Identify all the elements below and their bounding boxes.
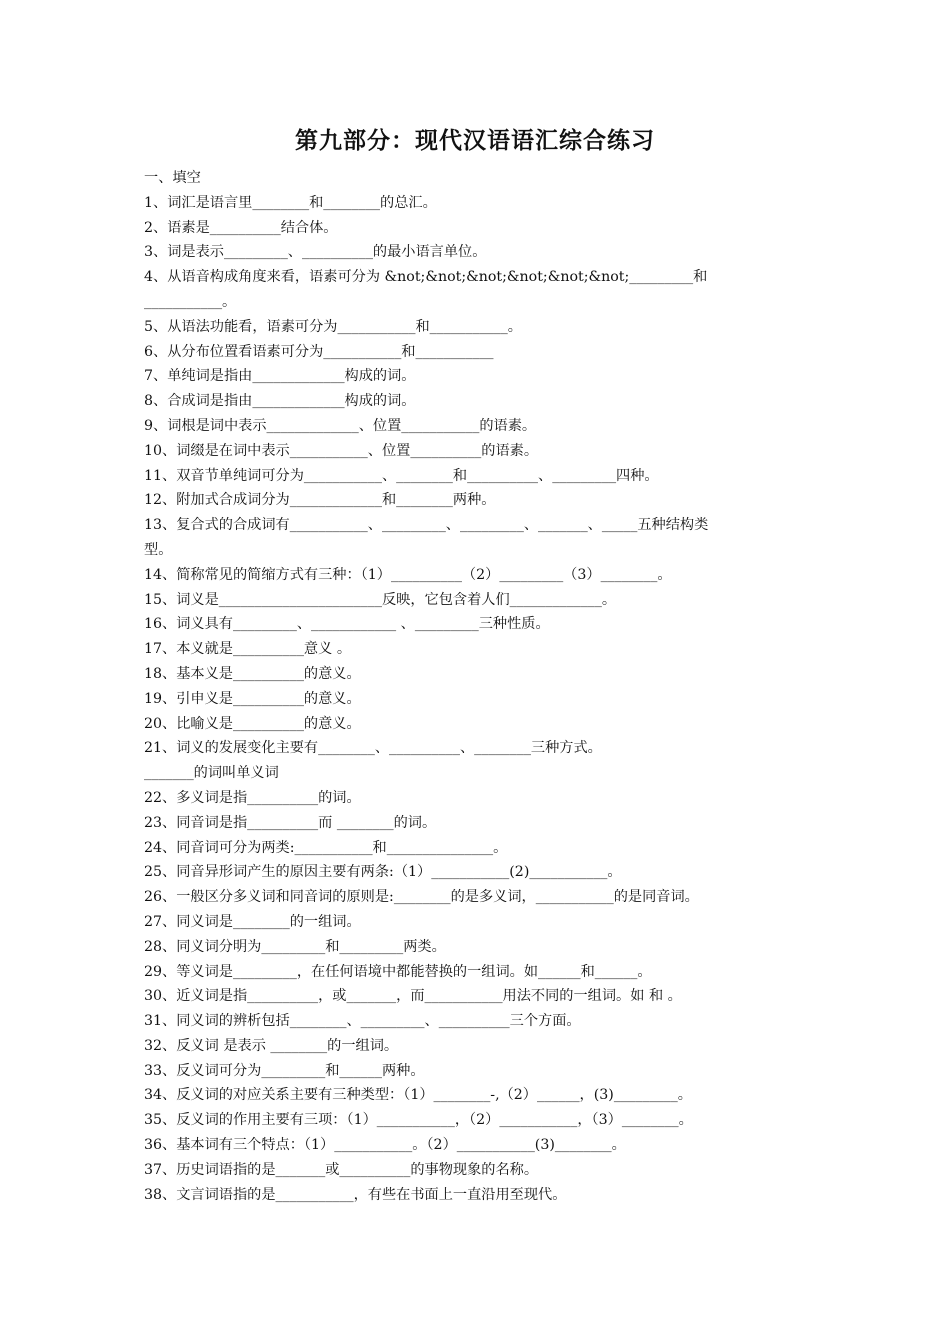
exercise-line: 13、复合式的合成词有___________、_________、_________、_______、_____五种结构类 (144, 517, 709, 534)
exercise-line: 18、基本义是__________的意义。 (144, 665, 361, 682)
exercise-body (144, 166, 816, 1207)
exercise-line: _______的词叫单义词 (144, 765, 279, 782)
exercise-line: 12、附加式合成词分为_____________和________两种。 (144, 492, 496, 509)
exercise-line: 17、本义就是__________意义 。 (144, 641, 352, 658)
exercise-line: ___________。 (144, 293, 237, 310)
exercise-line: 7、单纯词是指由_____________构成的词。 (144, 368, 416, 385)
exercise-line: 21、词义的发展变化主要有________、__________、________三种方式。 (144, 740, 602, 757)
exercise-line: 10、词缀是在词中表示___________、位置__________的语素。 (144, 442, 539, 459)
exercise-line: 30、近义词是指__________，或_______，而___________用法不同的一组词。如 和 。 (144, 988, 682, 1005)
exercise-line: 3、词是表示_________、__________的最小语言单位。 (144, 244, 487, 261)
page-title: 第九部分：现代汉语语汇综合练习 (295, 128, 655, 154)
exercise-line: 8、合成词是指由_____________构成的词。 (144, 393, 416, 410)
exercise-line: 16、词义具有_________、____________ 、_________三种性质。 (144, 616, 550, 633)
exercise-line: 37、历史词语指的是_______或__________的事物现象的名称。 (144, 1161, 539, 1178)
exercise-line: 26、一般区分多义词和同音词的原则是:________的是多义词，___________的是同音词。 (144, 889, 699, 906)
exercise-line: 11、双音节单纯词可分为___________、________和__________、_________四种。 (144, 467, 659, 484)
exercise-line: 33、反义词可分为_________和______两种。 (144, 1062, 425, 1079)
exercise-line: 27、同义词是________的一组词。 (144, 913, 361, 930)
exercise-line: 6、从分布位置看语素可分为___________和___________ (144, 343, 494, 360)
exercise-line: 9、词根是词中表示_____________、位置___________的语素。 (144, 417, 537, 434)
exercise-line: 31、同义词的辨析包括________、_________、__________三个方面。 (144, 1013, 581, 1030)
exercise-line: 5、从语法功能看，语素可分为___________和___________。 (144, 318, 522, 335)
exercise-line: 35、反义词的作用主要有三项：（1）___________，（2）___________，（3）________。 (144, 1112, 693, 1129)
exercise-line: 型。 (144, 541, 173, 558)
exercise-line: 36、基本词有三个特点：（1）___________。（2）___________(3)________。 (144, 1137, 626, 1154)
section-heading: 一、填空 (144, 170, 201, 186)
exercise-line: 19、引申义是__________的意义。 (144, 690, 361, 707)
exercise-line: 4、从语音构成角度来看，语素可分为 &not;&not;&not;&not;&not;&not;_________和 (144, 269, 708, 286)
exercise-line: 20、比喻义是__________的意义。 (144, 715, 361, 732)
exercise-line: 22、多义词是指__________的词。 (144, 789, 361, 806)
exercise-line: 23、同音词是指__________而 ________的词。 (144, 814, 437, 831)
exercise-line: 1、词汇是语言里________和________的总汇。 (144, 194, 437, 211)
exercise-line: 32、反义词 是表示 ________的一组词。 (144, 1037, 399, 1054)
exercise-line: 38、文言词语指的是___________，有些在书面上一直沿用至现代。 (144, 1186, 567, 1203)
exercise-line: 25、同音异形词产生的原因主要有两条:（1）___________(2)___________。 (144, 864, 622, 881)
exercise-line: 24、同音词可分为两类:___________和_______________。 (144, 839, 508, 856)
exercise-line: 34、反义词的对应关系主要有三种类型：（1）________-,（2）______，(3)_________。 (144, 1087, 692, 1104)
exercise-line: 15、词义是_______________________反映，它包含着人们_____________。 (144, 591, 617, 608)
exercise-line: 29、等义词是_________，在任何语境中都能替换的一组词。如______和______。 (144, 963, 652, 980)
exercise-line: 2、语素是__________结合体。 (144, 219, 338, 236)
exercise-line: 14、简称常见的简缩方式有三种：（1）__________（2）_________（3）________。 (144, 566, 672, 583)
exercise-line: 28、同义词分明为_________和_________两类。 (144, 938, 446, 955)
